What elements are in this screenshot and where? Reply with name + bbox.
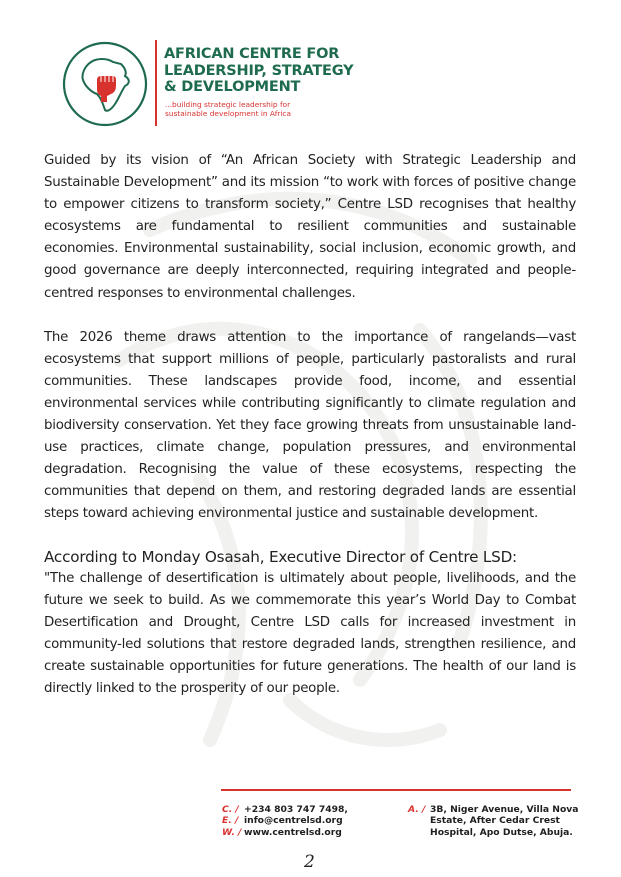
tagline-line: ...building strategic leadership for xyxy=(165,100,291,109)
footer-divider xyxy=(221,789,571,791)
address-line: Hospital, Apo Dutse, Abuja. xyxy=(430,826,573,838)
footer-phone-row xyxy=(222,804,348,815)
body-paragraph: Guided by its vision of “An African Society with Strategic Leadership and Sustainable Development” and its mission “to work with forces of positive change to empower citizens to transform society,” Centre LSD recognises that healthy ecosystems are fundamental to resilient communities and sustainable economies. Environmental sustainability, social inclusion, economic growth, and good governance are deeply interconnected, requiring integrated and people-centred responses to environmental challenges. xyxy=(44,153,576,301)
document-body xyxy=(44,150,576,700)
footer-email-row xyxy=(222,815,348,826)
logo-divider xyxy=(155,40,157,126)
organization-name xyxy=(164,46,384,96)
phone-label: C. / xyxy=(222,804,239,815)
website-link[interactable]: www.centrelsd.org xyxy=(244,826,342,838)
quote-heading: According to Monday Osasah, Executive Director of Centre LSD: xyxy=(44,547,517,566)
email-label: E. / xyxy=(222,815,239,827)
web-label: W. / xyxy=(222,826,242,838)
footer-contact xyxy=(222,804,348,838)
africa-fist-logo-icon xyxy=(61,40,149,128)
organization-name-line: LEADERSHIP, STRATEGY xyxy=(164,62,354,79)
address-text xyxy=(430,804,578,838)
organization-name-line: AFRICAN CENTRE FOR xyxy=(164,46,340,62)
tagline-line: sustainable development in Africa xyxy=(165,109,291,118)
email-address[interactable]: info@centrelsd.org xyxy=(244,815,343,827)
address-label: A. / xyxy=(408,804,426,815)
address-line: 3B, Niger Avenue, Villa Nova xyxy=(430,804,579,815)
footer-web-row xyxy=(222,827,348,838)
organization-name-line: & DEVELOPMENT xyxy=(164,79,301,95)
phone-number: +234 803 747 7498, xyxy=(244,804,348,815)
address-line: Estate, After Cedar Crest xyxy=(430,815,560,827)
footer-address xyxy=(408,804,578,838)
organization-tagline xyxy=(165,100,365,118)
page-number: 2 xyxy=(304,852,315,872)
body-paragraph: The 2026 theme draws attention to the importance of rangelands—vast ecosystems that support millions of people, particularly pastoralists and rural communities. These landscapes provide food, income, and essential environmental services while contributing significantly to climate regulation and biodiversity conservation. Yet they face growing threats from unsustainable land-use practices, climate change, population pressures, and environmental degradation. Recognising the value of these ecosystems, respecting the communities that depend on them, and restoring degraded lands are essential steps toward achieving environmental justice and sustainable development. xyxy=(44,329,576,522)
quote-text: "The challenge of desertification is ultimately about people, livelihoods, and the future we seek to build. As we commemorate this year’s World Day to Combat Desertification and Drought, Centre LSD calls for increased investment in community-led solutions that restore degraded lands, strengthen resilience, and create sustainable opportunities for future generations. The health of our land is directly linked to the prosperity of our people. xyxy=(44,570,576,696)
